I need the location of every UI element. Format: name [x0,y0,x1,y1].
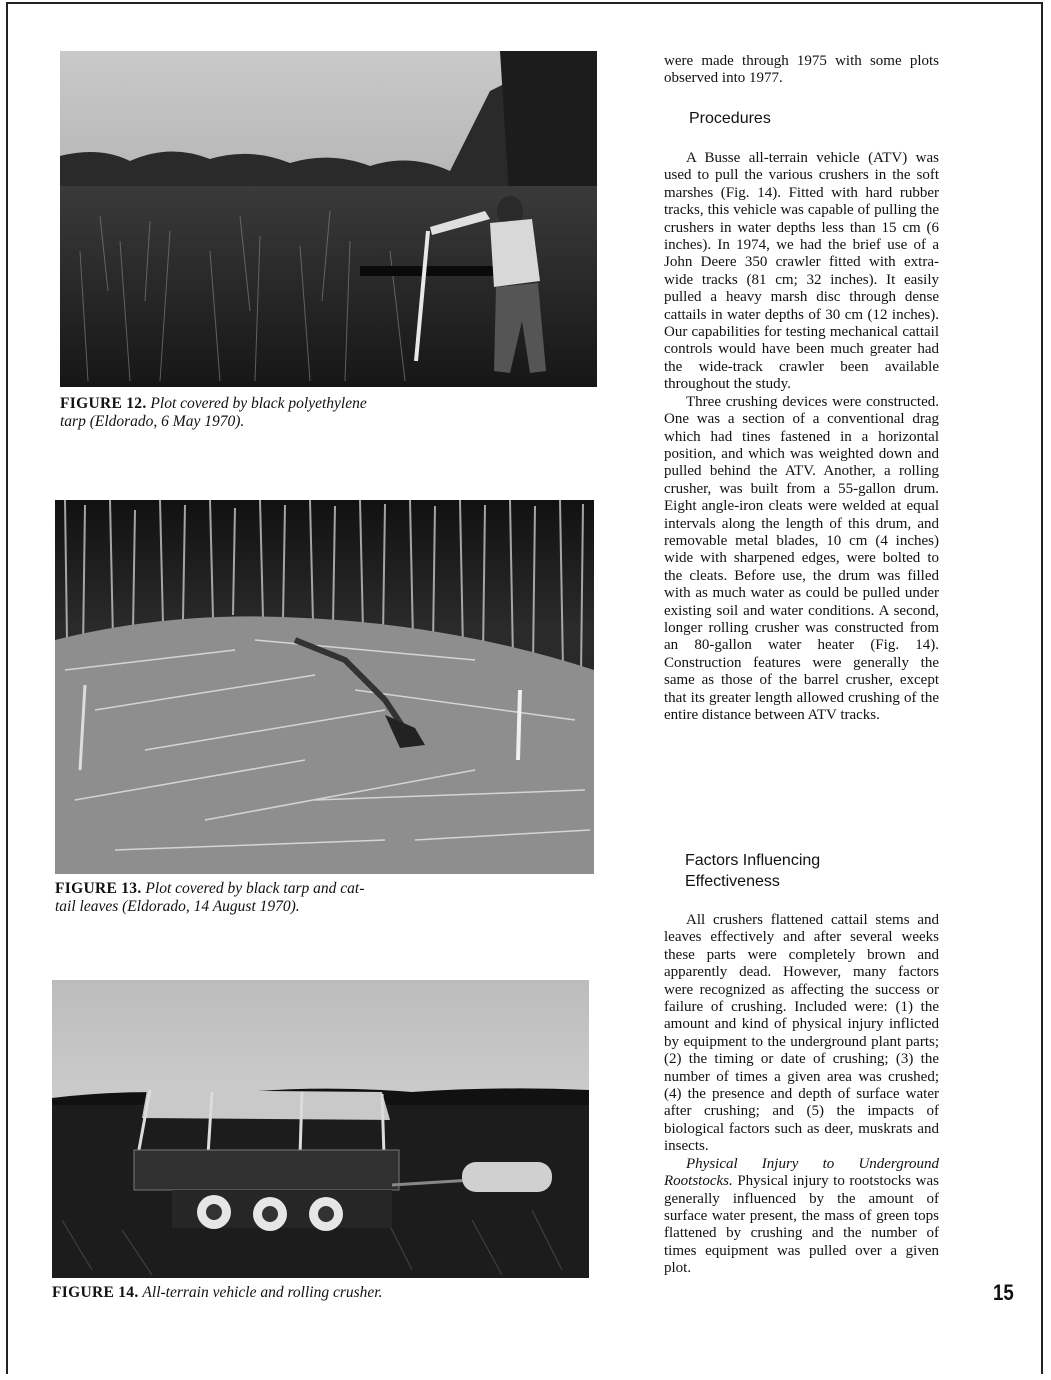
procedures-body [664,150,939,724]
factors-paragraph-2 [664,1156,939,1278]
figure-12-photo [60,51,597,387]
caption-text: tail leaves (Eldorado, 14 August 1970). [55,898,300,915]
factors-heading [685,850,820,892]
caption-text: Plot covered by black polyethylene [150,395,367,412]
procedures-heading: Procedures [689,110,771,127]
page-number: 15 [993,1280,1014,1305]
figure-label: FIGURE 12. [60,395,147,412]
subsection-title: Physical Injury to Underground Rootstocks. [664,1155,939,1190]
figure-13-caption [55,880,435,916]
procedures-paragraph-1: A Busse all-terrain vehicle (ATV) was used to pull the various crushers in the soft marshes (Fig. 14). Fitted with hard rubber tracks, this vehicle was capable of pulling the crushers in water depths less than 15 cm (6 inches). In 1974, we had the brief use of a John Deere 350 crawler fitted with extra-wide tracks (81 cm; 32 inches). It easily pulled a heavy marsh disc through dense cattails in water depths of 30 cm (12 inches). Our capabilities for testing mechanical cattail controls would have been much greater had the wide-track crawler been available throughout the study. [664,150,939,393]
factors-heading-line-2: Effectiveness [685,873,780,890]
factors-body [664,912,939,1278]
procedures-paragraph-2: Three crushing devices were constructed. One was a section of a conventional drag which had tines fastened in a horizontal position, and which was weighted down and pulled behind the ATV. Another, a rolling crusher, was built from a 55-gallon drum. Eight angle-iron cleats were welded at equal intervals along the length of this drum, and removable metal blades, 10 cm (4 inches) wide with sharpened edges, were bolted to the cleats. Before use, the drum was filled with as much water as could be pulled under existing soil and water conditions. A second, longer rolling crusher was constructed from an 80-gallon water heater (Fig. 14). Construction features were generally the same as those of the barrel crusher, except that its greater length allowed crushing of the entire distance between ATV tracks. [664,393,939,723]
factors-paragraph-2-text: Physical injury to rootstocks was generally influenced by the amount of surface water present, the mass of green tops flattened by crushing and the number of times equipment was pulled over a given plot. [664,1173,939,1277]
intro-text: were made through 1975 with some plots observed into 1977. [664,53,939,87]
figure-13-photo [55,500,594,874]
figure-label: FIGURE 13. [55,880,142,897]
figure-label: FIGURE 14. [52,1284,139,1301]
factors-paragraph-1: All crushers flattened cattail stems and leaves effectively and after several weeks these parts were completely brown and apparently dead. However, many factors were recognized as affecting the success or failure of crushing. Included were: (1) the amount and kind of physical injury inflicted by equipment to the underground plant parts; (2) the timing or date of crushing; (3) the number of times a given area was crushed; (4) the presence and depth of surface water after crushing; and (5) the impacts of biological factors such as deer, muskrats and insects. [664,912,939,1155]
caption-text: tarp (Eldorado, 6 May 1970). [60,413,245,430]
figure-12-caption [60,395,440,431]
caption-text: All-terrain vehicle and rolling crusher. [142,1284,383,1301]
figure-14-caption [52,1284,472,1302]
figure-14-photo [52,980,589,1278]
factors-heading-line-1: Factors Influencing [685,852,821,869]
caption-text: Plot covered by black tarp and cat- [145,880,365,897]
intro-paragraph [664,53,939,88]
